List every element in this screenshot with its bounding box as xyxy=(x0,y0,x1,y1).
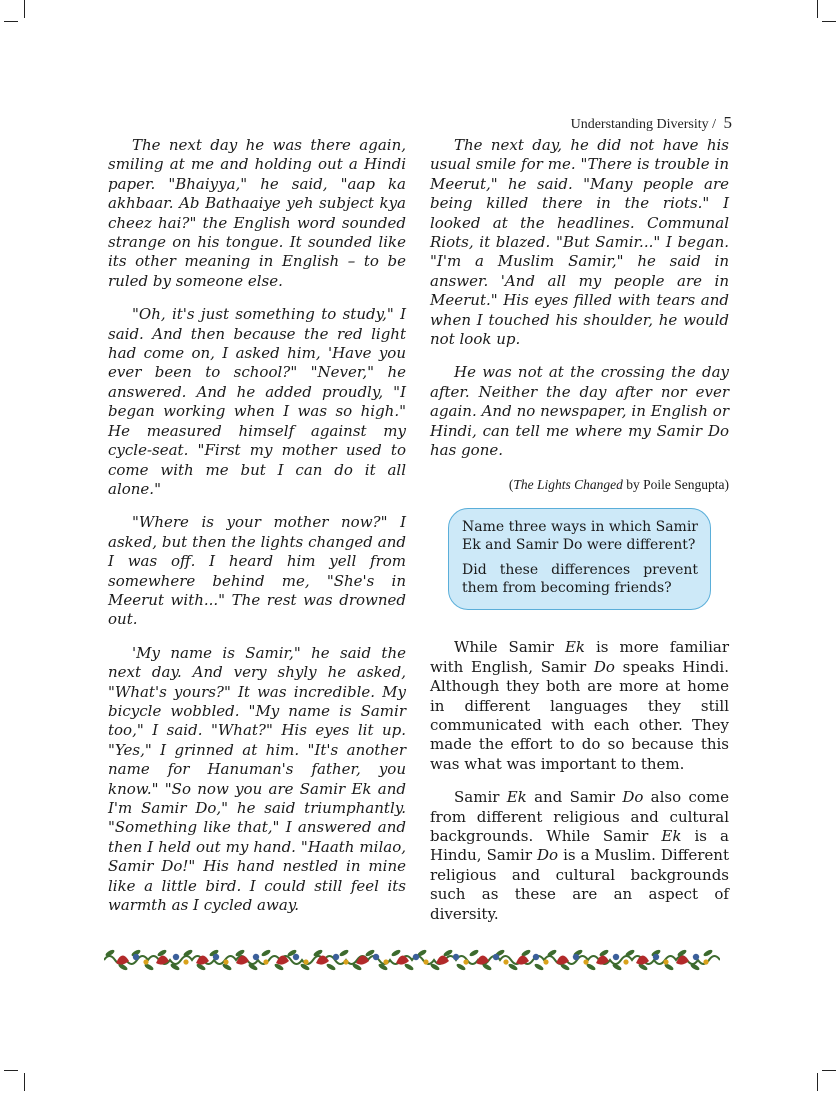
leaf-icon xyxy=(404,963,415,972)
flower-icon xyxy=(613,954,619,960)
emphasis: Do xyxy=(537,846,559,865)
flower-icon xyxy=(453,954,459,960)
bud-icon xyxy=(183,959,188,964)
bud-icon xyxy=(543,959,548,964)
text-run: speaks Hindi. Although they both are more at home in different languages they still communicated with each other. They made the effort to do so because this was what was important to them. xyxy=(430,657,729,773)
bud-icon xyxy=(223,959,228,964)
running-head xyxy=(560,113,732,133)
text-run: is more familiar with English, Samir xyxy=(430,638,729,676)
bud-icon xyxy=(583,959,588,964)
right-column xyxy=(430,136,729,938)
credit-open: ( xyxy=(508,476,514,492)
crop-mark-bottom-left-h xyxy=(4,1070,18,1071)
crop-mark-bottom-left-v xyxy=(24,1073,25,1091)
story-author: by Poile Sengupta) xyxy=(622,476,729,492)
text-run: is a Muslim. Different religious and cultural backgrounds such as these are an aspect of diversity. xyxy=(430,846,729,923)
flower-icon xyxy=(333,954,339,960)
story-paragraph: "Where is your mother now?" I asked, but then the lights changed and I was off. I heard him yell from somewhere behind me, "She's in Meerut with..." The rest was drowned out. xyxy=(108,513,406,629)
emphasis: Do xyxy=(593,657,615,676)
text-run: is a Hindu, Samir xyxy=(430,826,729,865)
leaf-icon xyxy=(261,949,272,958)
crop-mark-bottom-right-h xyxy=(822,1070,836,1071)
bud-icon xyxy=(303,959,308,964)
emphasis: Do xyxy=(622,788,644,807)
bud-icon xyxy=(703,959,708,964)
text-run: While Samir xyxy=(454,638,565,657)
story-paragraph: The next day he was there again, smiling at me and holding out a Hindi paper. "Bhaiyya," he said, "aap ka akhbaar. Ab Bathaaiye yeh subject kya cheez hai?" the English word sounded strange on his tongue. It sounded like its other meaning in English – to be ruled by someone else. xyxy=(108,136,406,290)
crop-mark-top-left-h xyxy=(4,21,18,22)
flower-icon xyxy=(373,954,379,960)
flower-icon xyxy=(653,954,659,960)
leaf-icon xyxy=(534,963,545,972)
question-1: Name three ways in which Samir Ek and Samir Do were different? xyxy=(462,518,698,553)
question-box xyxy=(448,508,711,610)
crop-mark-top-right-v xyxy=(817,0,818,18)
page-number: 5 xyxy=(723,113,732,132)
story-column-left xyxy=(108,136,406,929)
flower-icon xyxy=(493,954,499,960)
bud-icon xyxy=(423,959,428,964)
text-run: and Samir xyxy=(526,788,623,807)
text-run: Samir xyxy=(454,788,507,807)
story-paragraph: He was not at the crossing the day after. Neither the day after nor ever again. And no newspaper, in English or Hindi, can tell me where my Samir Do has gone. xyxy=(430,363,729,460)
bud-icon xyxy=(143,959,148,964)
emphasis: Ek xyxy=(661,826,682,845)
flower-icon xyxy=(413,954,419,960)
story-credit xyxy=(430,475,729,494)
header-separator: / xyxy=(712,117,716,132)
flower-icon xyxy=(693,954,699,960)
flower-icon xyxy=(213,954,219,960)
flower-icon xyxy=(533,954,539,960)
emphasis: Ek xyxy=(506,788,527,807)
leaf-icon xyxy=(339,949,350,958)
story-title: The Lights Changed xyxy=(513,476,623,492)
flower-icon xyxy=(573,954,579,960)
crop-mark-top-left-v xyxy=(24,0,25,18)
story-column-right xyxy=(430,136,729,461)
discussion-paragraph-2 xyxy=(430,788,729,924)
leaf-icon xyxy=(469,949,480,958)
flower-icon xyxy=(556,955,569,964)
flower-icon xyxy=(293,954,299,960)
leaf-icon xyxy=(391,949,402,958)
discussion-text xyxy=(430,638,729,924)
emphasis: Ek xyxy=(564,638,585,657)
flower-icon xyxy=(133,954,139,960)
crop-mark-bottom-right-v xyxy=(817,1073,818,1091)
bud-icon xyxy=(263,959,268,964)
flower-icon xyxy=(356,955,369,964)
question-2: Did these differences prevent them from becoming friends? xyxy=(462,562,698,596)
bud-icon xyxy=(343,959,348,964)
story-paragraph: "Oh, it's just something to study," I said. And then because the red light had come on, I asked him, 'Have you ever been to school?" "Never," he answered. And he added proudly, "I began working when I was so high." He measured himself against my cycle-seat. "First my mother used to come with me but I can do it all alone." xyxy=(108,305,406,498)
crop-mark-top-right-h xyxy=(822,21,836,22)
leaf-icon xyxy=(326,963,337,972)
text-run: also come from different religious and cultural backgrounds. While Samir xyxy=(430,788,729,845)
bud-icon xyxy=(663,959,668,964)
bud-icon xyxy=(503,959,508,964)
chapter-title: Understanding Diversity xyxy=(570,117,709,132)
bud-icon xyxy=(623,959,628,964)
flower-icon xyxy=(173,954,179,960)
bud-icon xyxy=(463,959,468,964)
story-paragraph: The next day, he did not have his usual smile for me. "There is trouble in Meerut," he said. "Many people are being killed there in the riots." I looked at the headlines. Communal Riots, it blazed. "But Samir..." I began. "I'm a Muslim Samir," he said in answer. 'And all my people are in Meerut." His eyes filled with tears and when I touched his shoulder, he would not look up. xyxy=(430,136,729,349)
floral-border-decoration xyxy=(104,943,720,977)
discussion-paragraph-1 xyxy=(430,638,729,774)
flower-icon xyxy=(116,955,129,964)
story-paragraph: 'My name is Samir," he said the next day. And very shyly he asked, "What's yours?" It was incredible. My bicycle wobbled. "My name is Samir too," I said. "What?" His eyes lit up. "Yes," I grinned at him. "It's another name for Hanuman's father, you know." "So now you are Samir Ek and I'm Samir Do," he said triumphantly. "Something like that," I answered and then I held out my hand. "Haath milao, Samir Do!" His hand nestled in mine like a little bird. I could still feel its warmth as I cycled away. xyxy=(108,643,406,915)
bud-icon xyxy=(383,959,388,964)
flower-icon xyxy=(253,954,259,960)
